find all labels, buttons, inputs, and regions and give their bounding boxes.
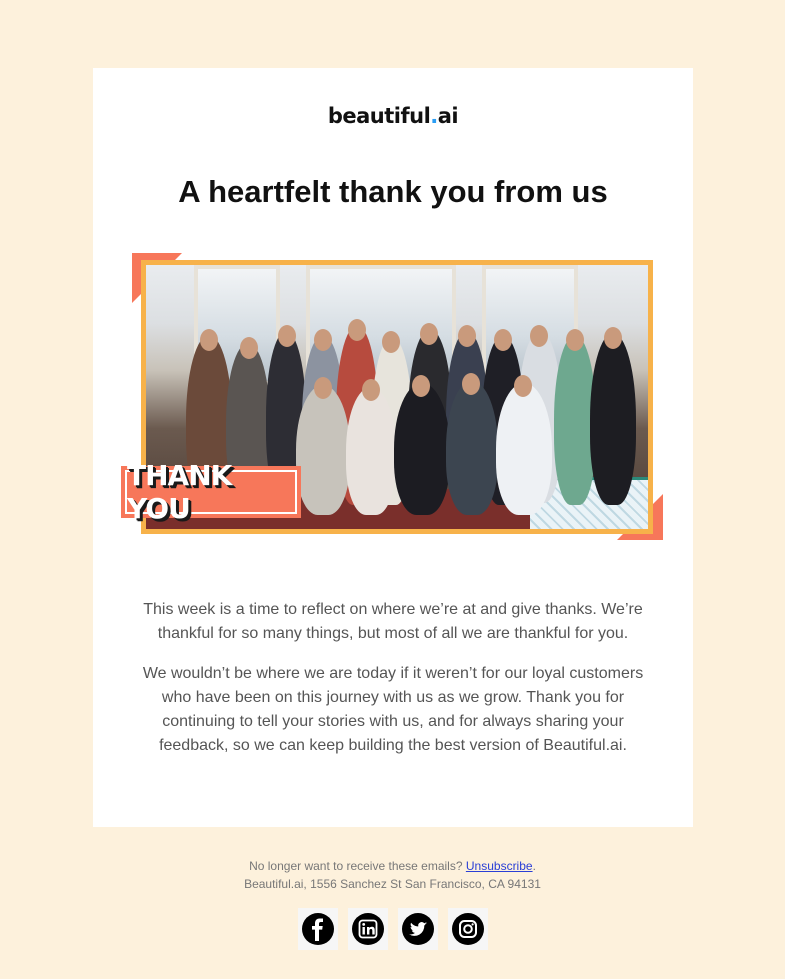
person-figure — [446, 381, 498, 515]
person-head — [240, 337, 258, 359]
linkedin-icon — [351, 912, 385, 946]
person-head — [314, 377, 332, 399]
person-head — [530, 325, 548, 347]
person-head — [494, 329, 512, 351]
twitter-icon — [401, 912, 435, 946]
person-head — [604, 327, 622, 349]
body-paragraph-2: We wouldn’t be where we are today if it weren’t for our loyal customers who have been on this journey with us as we grow. Thank you for continuing to tell your stories with us, and for always sharing your feedback, so we can keep building the best version of Beautiful.ai. — [142, 665, 644, 754]
logo-text-main: beautiful — [327, 104, 431, 128]
facebook-icon — [301, 912, 335, 946]
email-footer — [0, 857, 785, 893]
unsubscribe-prefix: No longer want to receive these emails? — [249, 859, 463, 873]
person-figure — [346, 387, 396, 515]
body-paragraph-1: This week is a time to reflect on where we’re at and give thanks. We’re thankful for so many things, but most of all we are thankful for you. — [143, 601, 643, 642]
logo-text-suffix: ai — [437, 104, 459, 128]
beautiful-ai-logo[interactable] — [93, 104, 693, 128]
person-head — [420, 323, 438, 345]
person-head — [462, 373, 480, 395]
person-head — [382, 331, 400, 353]
email-card — [93, 68, 693, 827]
facebook-link[interactable] — [298, 908, 338, 950]
thank-you-badge — [121, 459, 301, 525]
company-address: Beautiful.ai, 1556 Sanchez St San Francisco, CA 94131 — [244, 877, 541, 891]
unsubscribe-line — [0, 857, 785, 875]
twitter-link[interactable] — [398, 908, 438, 950]
instagram-link[interactable] — [448, 908, 488, 950]
person-head — [348, 319, 366, 341]
person-head — [412, 375, 430, 397]
person-figure — [394, 383, 450, 515]
person-head — [514, 375, 532, 397]
headline: A heartfelt thank you from us — [178, 174, 608, 209]
logo-dot: . — [430, 104, 438, 128]
person-head — [362, 379, 380, 401]
instagram-icon — [451, 912, 485, 946]
person-head — [200, 329, 218, 351]
hero-image — [121, 252, 667, 542]
person-figure — [296, 385, 350, 515]
unsubscribe-suffix: . — [532, 859, 536, 873]
person-head — [314, 329, 332, 351]
unsubscribe-link[interactable]: Unsubscribe — [465, 859, 533, 873]
person-head — [278, 325, 296, 347]
person-figure — [590, 333, 636, 505]
person-head — [458, 325, 476, 347]
person-head — [566, 329, 584, 351]
linkedin-link[interactable] — [348, 908, 388, 950]
person-figure — [496, 383, 552, 515]
social-links — [0, 908, 785, 950]
thank-you-badge-text: THANK YOU — [125, 470, 297, 514]
